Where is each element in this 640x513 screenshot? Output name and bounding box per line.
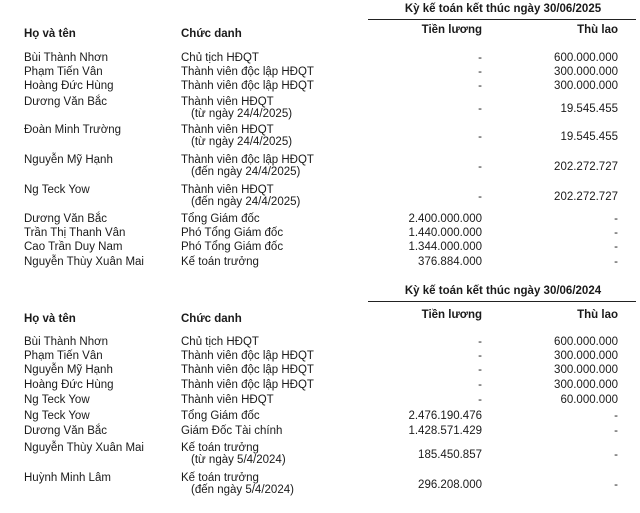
person-name: Nguyễn Mỹ Hạnh [24,154,113,166]
person-name: Phạm Tiến Vân [24,66,103,78]
position-title-text: Thành viên độc lập HĐQT [181,379,314,391]
position-title-text: Thành viên độc lập HĐQT [181,80,314,92]
salary-value: - [478,379,482,391]
position-title-text: Thành viên HĐQT [181,394,274,406]
person-name: Ng Teck Yow [24,410,90,422]
period-heading-2024: Kỳ kế toán kết thúc ngày 30/06/2024 [404,285,602,297]
position-title-text: Thành viên độc lập HĐQT [181,154,314,166]
position-title [181,124,292,148]
person-name: Dương Văn Bắc [24,96,108,108]
col-header-fee: Thù lao [577,24,618,36]
fee-value: 300.000.000 [554,80,618,92]
salary-value: - [478,66,482,78]
position-title [181,410,260,422]
salary-value: - [478,191,482,203]
fee-value: 202.272.727 [554,161,618,173]
position-title-text: Kế toán trưởng [181,442,259,454]
fee-value: 300.000.000 [554,350,618,362]
fee-value: - [614,479,618,491]
salary-value: - [478,364,482,376]
person-name: Đoàn Minh Trường [24,124,122,136]
fee-value: 300.000.000 [554,66,618,78]
salary-value: 2.400.000.000 [408,213,482,225]
position-title [181,227,283,239]
position-title [181,80,314,92]
position-title [181,350,314,362]
fee-value: 19.545.455 [560,131,618,143]
salary-value: 1.428.571.429 [408,425,482,437]
col-header-title: Chức danh [181,313,242,325]
position-term-note: (đến ngày 24/4/2025) [191,166,301,178]
position-title [181,472,294,496]
position-title [181,364,314,376]
person-name: Trần Thị Thanh Vân [24,227,126,239]
position-title [181,442,286,466]
position-term-note: (đến ngày 5/4/2024) [191,484,294,496]
fee-value: - [614,410,618,422]
col-header-name: Họ và tên [24,313,76,325]
position-title [181,184,300,208]
position-title-text: Giám Đốc Tài chính [181,425,283,437]
col-header-title: Chức danh [181,28,242,40]
position-title-text: Thành viên HĐQT [181,96,274,108]
position-title-text: Thành viên độc lập HĐQT [181,350,314,362]
person-name: Ng Teck Yow [24,184,90,196]
person-name: Nguyễn Mỹ Hạnh [24,364,113,376]
fee-value: 600.000.000 [554,52,618,64]
position-title [181,425,282,437]
fee-value: - [614,425,618,437]
person-name: Phạm Tiến Vân [24,350,103,362]
position-term-note: (đến ngày 24/4/2025) [191,196,301,208]
person-name: Nguyễn Thùy Xuân Mai [24,442,144,454]
position-title-text: Thành viên độc lập HĐQT [181,364,314,376]
period-rule-2024 [368,301,636,302]
position-title-text: Chủ tịch HĐQT [181,52,259,64]
salary-value: - [478,161,482,173]
col-header-salary: Tiền lương [421,309,482,321]
position-title [181,379,314,391]
col-header-name: Họ và tên [24,28,76,40]
person-name: Bùi Thành Nhơn [24,336,109,348]
fee-value: - [614,213,618,225]
fee-value: 300.000.000 [554,379,618,391]
salary-value: - [478,52,482,64]
fee-value: 300.000.000 [554,364,618,376]
person-name: Hoàng Đức Hùng [24,379,114,391]
person-name: Huỳnh Minh Lâm [24,472,111,484]
position-title [181,154,314,178]
position-title-text: Kế toán trưởng [181,256,259,268]
salary-value: 1.440.000.000 [408,227,482,239]
fee-value: - [614,256,618,268]
salary-value: - [478,350,482,362]
position-title-text: Thành viên độc lập HĐQT [181,66,314,78]
position-title [181,394,274,406]
position-title [181,256,259,268]
salary-value: 1.344.000.000 [408,241,482,253]
fee-value: - [614,241,618,253]
person-name: Hoàng Đức Hùng [24,80,114,92]
fee-value: - [614,227,618,239]
person-name: Cao Trần Duy Nam [24,241,123,253]
fee-value: - [614,449,618,461]
person-name: Nguyễn Thùy Xuân Mai [24,256,144,268]
position-title [181,52,259,64]
position-term-note: (từ ngày 24/4/2025) [191,108,293,120]
salary-value: - [478,394,482,406]
period-rule-2025 [368,19,636,20]
position-title [181,213,260,225]
fee-value: 600.000.000 [554,336,618,348]
person-name: Bùi Thành Nhơn [24,52,109,64]
position-term-note: (từ ngày 5/4/2024) [191,454,286,466]
position-title-text: Tổng Giám đốc [181,213,260,225]
position-title [181,336,259,348]
position-title [181,96,292,120]
salary-value: 185.450.857 [418,449,482,461]
person-name: Dương Văn Bắc [24,213,108,225]
salary-value: 296.208.000 [418,479,482,491]
position-title-text: Chủ tịch HĐQT [181,336,259,348]
salary-value: - [478,131,482,143]
position-title-text: Kế toán trưởng [181,472,259,484]
position-title [181,66,314,78]
fee-value: 60.000.000 [560,394,618,406]
person-name: Dương Văn Bắc [24,425,108,437]
salary-value: 376.884.000 [418,256,482,268]
position-title-text: Thành viên HĐQT [181,184,274,196]
position-title-text: Tổng Giám đốc [181,410,260,422]
col-header-salary: Tiền lương [421,24,482,36]
salary-value: - [478,103,482,115]
position-title-text: Phó Tổng Giám đốc [181,227,284,239]
salary-value: - [478,336,482,348]
period-heading-2025: Kỳ kế toán kết thúc ngày 30/06/2025 [404,3,602,15]
position-title-text: Phó Tổng Giám đốc [181,241,284,253]
position-title [181,241,283,253]
position-term-note: (từ ngày 24/4/2025) [191,136,293,148]
fee-value: 202.272.727 [554,191,618,203]
salary-value: - [478,80,482,92]
salary-value: 2.476.190.476 [408,410,482,422]
fee-value: 19.545.455 [560,103,618,115]
position-title-text: Thành viên HĐQT [181,124,274,136]
person-name: Ng Teck Yow [24,394,90,406]
col-header-fee: Thù lao [577,309,618,321]
